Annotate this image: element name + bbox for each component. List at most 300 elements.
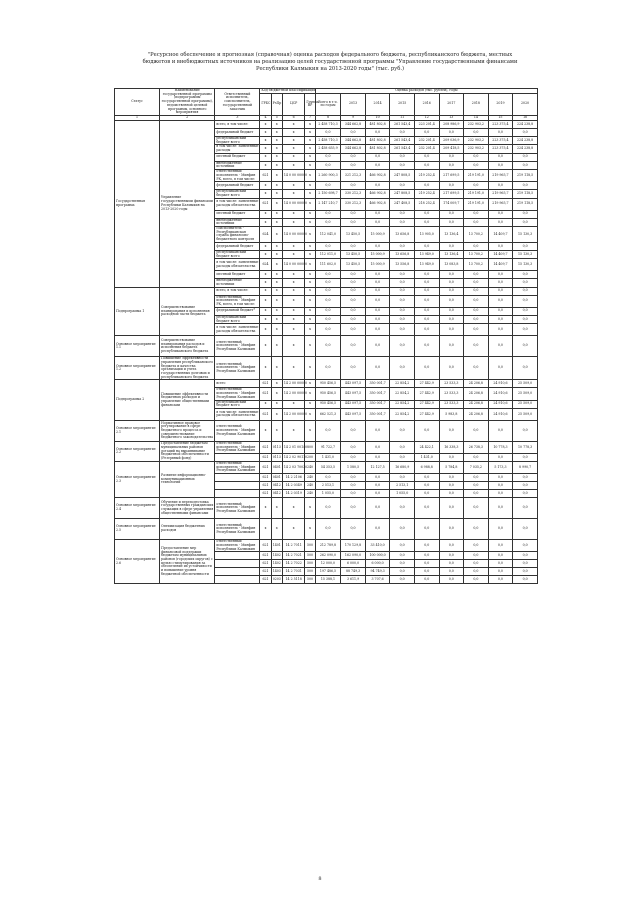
row-value: 0,0 (439, 474, 464, 482)
row-value: 0,0 (513, 474, 538, 482)
row-value: 0,0 (414, 560, 439, 568)
row-code: х (260, 287, 271, 295)
row-code: 621 (260, 454, 271, 462)
row-value: 0,0 (439, 324, 464, 336)
row-code: х (260, 324, 271, 336)
row-code: х (282, 250, 305, 258)
row-total: 0,0 (315, 307, 341, 315)
row-code: х (305, 287, 315, 295)
row-value: 443 097,5 (341, 408, 366, 420)
header-year: 2018 (464, 93, 489, 115)
row-value: 0,0 (390, 307, 415, 315)
row-executor: местный бюджет (215, 153, 260, 161)
row-code: 14 2 02 90110 (282, 454, 305, 462)
row-code: х (271, 324, 282, 336)
row-value: 0,0 (341, 474, 366, 482)
row-executor: ответственный исполнитель - Минфин РК, всего, в том числе: (215, 295, 260, 307)
row-executor: ответственный исполнитель - Минфин Республики Калмыкия (215, 420, 260, 441)
row-value: 0,0 (464, 279, 489, 287)
row-code: 14 2 00 00000 (282, 408, 305, 420)
row-total: 2 150 698,7 (315, 190, 341, 198)
row-value: 13 450,5 (341, 259, 366, 271)
row-code: х (305, 519, 315, 540)
row-code: х (271, 120, 282, 128)
header-year: 2013 (341, 93, 366, 115)
row-value: 344 662,8 (341, 145, 366, 153)
row-value: 0,0 (341, 182, 366, 190)
row-value: 0,0 (464, 498, 489, 519)
row-value: 0,0 (439, 287, 464, 295)
row-executor: ответственный исполнитель - Минфин Республики Калмыкия (215, 498, 260, 519)
row-code: х (282, 128, 305, 136)
row-value: 443 097,5 (341, 400, 366, 408)
row-value: 0,0 (488, 490, 513, 498)
row-code: 624 (260, 227, 271, 243)
row-value: 8 990,7 (513, 462, 538, 474)
row-executor: федеральный бюджет (215, 242, 260, 250)
row-value: 0,0 (464, 161, 489, 169)
row-value: 13 656,8 (390, 227, 415, 243)
row-total: 15 388,1 (315, 576, 341, 584)
row-value: 24 910,6 (488, 408, 513, 420)
row-value: 0,0 (414, 568, 439, 576)
row-value: 27 442,9 (414, 388, 439, 400)
row-code: 500 (305, 560, 315, 568)
row-total: 262 090,0 (315, 552, 341, 560)
row-executor: внебюджетные источники (215, 161, 260, 169)
row-code: х (260, 153, 271, 161)
row-code: х (305, 279, 315, 287)
row-value: 0,0 (390, 242, 415, 250)
row-value: 15 000,9 (365, 227, 390, 243)
row-value: 0,0 (341, 218, 366, 226)
row-value: 0,0 (341, 324, 366, 336)
row-code: х (282, 279, 305, 287)
row-value: 0,0 (414, 498, 439, 519)
table-row (115, 336, 538, 357)
row-value: 0,0 (439, 307, 464, 315)
row-total: 91 722,7 (315, 441, 341, 453)
row-value: 219 118,5 (513, 198, 538, 210)
row-value: 0,0 (464, 560, 489, 568)
row-code: х (305, 120, 315, 128)
row-value: 0,0 (488, 271, 513, 279)
row-code: 240 (305, 474, 315, 482)
row-value: 0,0 (390, 295, 415, 307)
row-status: Основное мероприятие 2.4 (115, 498, 160, 519)
row-executor: внебюджетные источники (215, 279, 260, 287)
row-code: х (260, 128, 271, 136)
row-code: х (305, 388, 315, 400)
row-code: х (305, 210, 315, 218)
row-value: 0,0 (488, 315, 513, 323)
row-value: 344 662,8 (341, 136, 366, 144)
row-value: 0,0 (464, 474, 489, 482)
row-total: 12 000,0 (315, 560, 341, 568)
row-value: 350 001,7 (365, 380, 390, 388)
header-year: 2017 (439, 93, 464, 115)
row-value: 0,0 (439, 454, 464, 462)
row-executor: республиканский бюджет всего (215, 400, 260, 408)
row-value: 0,0 (390, 182, 415, 190)
row-value: 344 662,8 (341, 120, 366, 128)
row-code: х (282, 498, 305, 519)
row-value: 0,0 (341, 128, 366, 136)
row-code: х (282, 145, 305, 153)
row-value: 443 097,5 (341, 388, 366, 400)
row-code: 621 (260, 408, 271, 420)
row-total: 0,0 (315, 287, 341, 295)
header-kbk: Код бюджетной классификации (261, 88, 316, 92)
row-code: 14 2 0349 (282, 482, 305, 490)
row-code: х (271, 259, 282, 271)
row-value: 0,0 (365, 307, 390, 315)
row-total: 111 602,0 (315, 259, 341, 271)
row-value: 1 055,0 (390, 490, 415, 498)
row-value: 3 707,6 (365, 576, 390, 584)
row-value: 0,0 (488, 242, 513, 250)
row-program-name: Оптимизация бюджетных расходов (160, 519, 215, 540)
row-value: 0,0 (341, 498, 366, 519)
row-code: х (305, 128, 315, 136)
row-value: 0,0 (464, 357, 489, 380)
row-value: 0,0 (488, 279, 513, 287)
header-vr: Группа ВР (305, 93, 315, 115)
row-value: 0,0 (341, 271, 366, 279)
row-executor: ответственный исполнитель - Минфин Республики Калмыкия (215, 357, 260, 380)
row-value: 170 129,8 (341, 540, 366, 552)
row-value: 219 252,4 (414, 170, 439, 182)
row-executor: ответственный исполнитель - Минфин Республики Калмыкия (215, 441, 260, 453)
row-code: 1402 (271, 560, 282, 568)
row-code: 500 (305, 540, 315, 552)
row-code: х (271, 218, 282, 226)
row-code: 14 2 7022 (282, 560, 305, 568)
header-name: Наименование государственной программы (подпрограммы государственной программы), ведомственной целевой программы, основного мероприятия (160, 89, 215, 116)
row-value: 0,0 (439, 161, 464, 169)
row-value: 0,0 (390, 161, 415, 169)
row-total: 950 456,5 (315, 380, 341, 388)
row-code: х (260, 295, 271, 307)
row-value: 0,0 (390, 420, 415, 441)
row-value: 0,0 (365, 324, 390, 336)
row-executor: республиканский бюджет всего (215, 250, 260, 258)
row-value: 0,0 (488, 482, 513, 490)
row-value: 0,0 (439, 482, 464, 490)
row-value: 0,0 (439, 420, 464, 441)
row-value: 0,0 (390, 210, 415, 218)
row-code: 14 0 00 00000 (282, 259, 305, 271)
row-code: х (282, 182, 305, 190)
row-code: х (282, 242, 305, 250)
column-number: 2 (160, 115, 215, 120)
row-code: х (305, 161, 315, 169)
header-year: 2016 (414, 93, 439, 115)
row-value: 0,0 (439, 242, 464, 250)
row-value: 0,0 (414, 307, 439, 315)
row-value: 26 738,3 (464, 441, 489, 453)
row-value: 0,0 (414, 324, 439, 336)
row-value: 24 206,8 (464, 400, 489, 408)
row-value: 217 699,5 (439, 190, 464, 198)
page-number: 8 (318, 876, 322, 882)
row-status: Основное мероприятие 2.3 (115, 462, 160, 498)
row-total: 2 458 710,3 (315, 136, 341, 144)
row-value: 0,0 (390, 357, 415, 380)
row-value: 0,0 (390, 540, 415, 552)
row-executor (215, 552, 260, 560)
row-program-name: Повышение эффективности бюджетных расходов и управление общественными финансами (160, 380, 215, 421)
row-value: 0,0 (341, 482, 366, 490)
row-code: х (282, 120, 305, 128)
row-value: 261 543,4 (390, 145, 415, 153)
row-value: 0,0 (488, 153, 513, 161)
row-total: 0,0 (315, 474, 341, 482)
row-value: 0,0 (341, 279, 366, 287)
row-status: Основное мероприятие 2.5 (115, 519, 160, 540)
row-value: 0,0 (414, 474, 439, 482)
row-value: 0,0 (365, 490, 390, 498)
row-code: х (271, 388, 282, 400)
row-value: 0,0 (488, 474, 513, 482)
row-value: 0,0 (464, 576, 489, 584)
column-number: 6 (282, 115, 305, 120)
row-value: 24 910,6 (488, 400, 513, 408)
row-value: 0,0 (488, 336, 513, 357)
row-value: 0,0 (439, 153, 464, 161)
row-code: 500 (305, 568, 315, 576)
row-code: 621 (260, 560, 271, 568)
row-value: 0,0 (341, 420, 366, 441)
row-value: 0,0 (513, 498, 538, 519)
row-value: 0,0 (414, 210, 439, 218)
row-code: х (305, 380, 315, 388)
row-value: 33 410,0 (365, 540, 390, 552)
row-value: 0,0 (414, 519, 439, 540)
row-value: 0,0 (365, 210, 390, 218)
row-code: 0401 (271, 462, 282, 474)
row-value: 0,0 (513, 560, 538, 568)
row-code: х (305, 315, 315, 323)
row-code: х (260, 498, 271, 519)
row-code: х (271, 400, 282, 408)
row-value: 0,0 (439, 128, 464, 136)
row-value: 0,0 (513, 482, 538, 490)
row-value: 219 965,7 (488, 170, 513, 182)
table-row (115, 420, 538, 441)
row-value: 0,0 (341, 242, 366, 250)
row-value: 0,0 (464, 182, 489, 190)
header-csr: ЦСР (282, 93, 305, 115)
row-value: 13 556,8 (390, 259, 415, 271)
row-value: 0,0 (513, 161, 538, 169)
row-value: 0,0 (341, 210, 366, 218)
row-code: х (271, 408, 282, 420)
row-code: х (271, 279, 282, 287)
row-value: 224 238,8 (513, 136, 538, 144)
row-value: 0,0 (513, 540, 538, 552)
row-code: 621 (260, 474, 271, 482)
row-executor (215, 490, 260, 498)
row-value: 0,0 (365, 454, 390, 462)
row-value: 208 986,9 (439, 120, 464, 128)
row-value: 0,0 (414, 420, 439, 441)
row-total: 212 789,8 (315, 540, 341, 552)
row-code: 621 (260, 380, 271, 388)
row-value: 0,0 (439, 568, 464, 576)
row-code: х (305, 242, 315, 250)
row-code: х (271, 250, 282, 258)
row-executor: республиканский бюджет всего (215, 190, 260, 198)
row-code: х (305, 182, 315, 190)
row-value: 247 808,5 (390, 190, 415, 198)
header-year: 2015 (390, 93, 415, 115)
row-code: х (260, 218, 271, 226)
row-value: 94 749,3 (365, 568, 390, 576)
row-value: 0,0 (488, 161, 513, 169)
row-value: 100 000,0 (365, 552, 390, 560)
row-value: 0,0 (464, 568, 489, 576)
row-total: 0,0 (315, 420, 341, 441)
row-executor: ответственный исполнитель - Минфин Республики Калмыкия (215, 388, 260, 400)
row-code: 14 2 7011 (282, 540, 305, 552)
row-code: х (282, 136, 305, 144)
row-total: 2 260 900,3 (315, 170, 341, 182)
row-code: х (271, 242, 282, 250)
row-value: 13 136,4 (439, 227, 464, 243)
row-value: 0,0 (513, 279, 538, 287)
row-value: 0,0 (464, 336, 489, 357)
row-executor: республиканский бюджет всего (215, 136, 260, 144)
row-value: 0,0 (513, 357, 538, 380)
row-code: х (271, 182, 282, 190)
row-executor: ответственный исполнитель - Минфин РК, всего, в том числе: (215, 170, 260, 182)
row-code: 14 2 01 00140 (282, 441, 305, 453)
row-value: 15 130,3 (513, 259, 538, 271)
row-value: 3 611,9 (341, 576, 366, 584)
row-code: 621 (260, 482, 271, 490)
row-value: 27 442,9 (414, 408, 439, 420)
row-program-name: Управление государственными финансами Республики Калмыкия на 2013-2020 годы (160, 120, 215, 287)
row-value: 219 191,0 (464, 190, 489, 198)
row-value: 0,0 (365, 182, 390, 190)
row-status: Подпрограмма 2 (115, 380, 160, 421)
row-total: 662 521,3 (315, 408, 341, 420)
row-value: 0,0 (464, 420, 489, 441)
row-value: 481 802,8 (365, 136, 390, 144)
column-number: 4 (260, 115, 271, 120)
row-value: 15 130,3 (513, 227, 538, 243)
row-code: 0401 (271, 474, 282, 482)
row-value: 0,0 (464, 482, 489, 490)
row-value: 261 543,4 (390, 136, 415, 144)
row-value: 13 450,5 (341, 250, 366, 258)
row-value: 0,0 (488, 295, 513, 307)
row-value: 0,0 (439, 279, 464, 287)
row-value: 0,0 (365, 441, 390, 453)
row-value: 321 212,3 (341, 170, 366, 182)
row-value: 247 408,5 (390, 198, 415, 210)
budget-table-body (115, 89, 538, 584)
row-value: 5 173,3 (488, 462, 513, 474)
row-code: х (305, 250, 315, 258)
row-value: 24 206,8 (464, 380, 489, 388)
row-code: 1401 (271, 540, 282, 552)
row-value: 0,0 (341, 307, 366, 315)
row-value: 0,0 (390, 498, 415, 519)
row-code: 14 2 00 00000 (282, 380, 305, 388)
row-code: х (282, 519, 305, 540)
row-code: х (260, 242, 271, 250)
row-code: х (282, 324, 305, 336)
row-status: Основное мероприятие 1.1 (115, 336, 160, 357)
column-number: 8 (315, 115, 341, 120)
row-value: 1 431,0 (414, 454, 439, 462)
column-number: 13 (439, 115, 464, 120)
row-total: 0,0 (315, 357, 341, 380)
column-number: 16 (513, 115, 538, 120)
row-value: 24 206,8 (464, 408, 489, 420)
row-code: х (282, 295, 305, 307)
row-code: х (305, 145, 315, 153)
row-value: 350 001,7 (365, 408, 390, 420)
row-code: х (260, 400, 271, 408)
row-value: 0,0 (414, 540, 439, 552)
row-value: 0,0 (464, 519, 489, 540)
row-value: 350 001,7 (365, 400, 390, 408)
row-executor: местный бюджет (215, 210, 260, 218)
row-value: 0,0 (488, 210, 513, 218)
row-value: 14 409,7 (488, 259, 513, 271)
row-code: х (305, 218, 315, 226)
row-code: 240 (305, 462, 315, 474)
row-code: х (305, 420, 315, 441)
row-value: 0,0 (365, 482, 390, 490)
header-total: Всего в т.ч. по годам (315, 93, 341, 115)
row-code: 624 (260, 259, 271, 271)
row-value: 0,0 (513, 552, 538, 560)
row-total: 0,0 (315, 498, 341, 519)
row-value: 0,0 (439, 560, 464, 568)
row-value: 223 375,4 (488, 145, 513, 153)
row-value: 0,0 (488, 128, 513, 136)
row-code: 14 0 00 00000 (282, 198, 305, 210)
row-code: х (260, 307, 271, 315)
row-code: х (260, 161, 271, 169)
row-code: 621 (260, 490, 271, 498)
row-value: 0,0 (390, 519, 415, 540)
row-value: 0,0 (513, 576, 538, 584)
row-value: 0,0 (414, 482, 439, 490)
row-value: 22 854,2 (390, 388, 415, 400)
row-code: х (282, 210, 305, 218)
row-code: 621 (260, 441, 271, 453)
row-code: х (305, 136, 315, 144)
row-code: 500 (305, 552, 315, 560)
row-program-name: Предоставление бюджетам муниципальных районов дотаций на выравнивание бюджетной обеспеченности (Резервный фонд) (160, 441, 215, 461)
row-value: 0,0 (464, 242, 489, 250)
column-number: 5 (271, 115, 282, 120)
row-value: 0,0 (414, 336, 439, 357)
row-code: х (305, 408, 315, 420)
row-code: х (305, 336, 315, 357)
row-value: 0,0 (439, 498, 464, 519)
row-code: х (305, 324, 315, 336)
row-value: 0,0 (365, 315, 390, 323)
row-total: 54 353,5 (315, 462, 341, 474)
row-value: 0,0 (365, 336, 390, 357)
row-value: 15 000,9 (365, 259, 390, 271)
